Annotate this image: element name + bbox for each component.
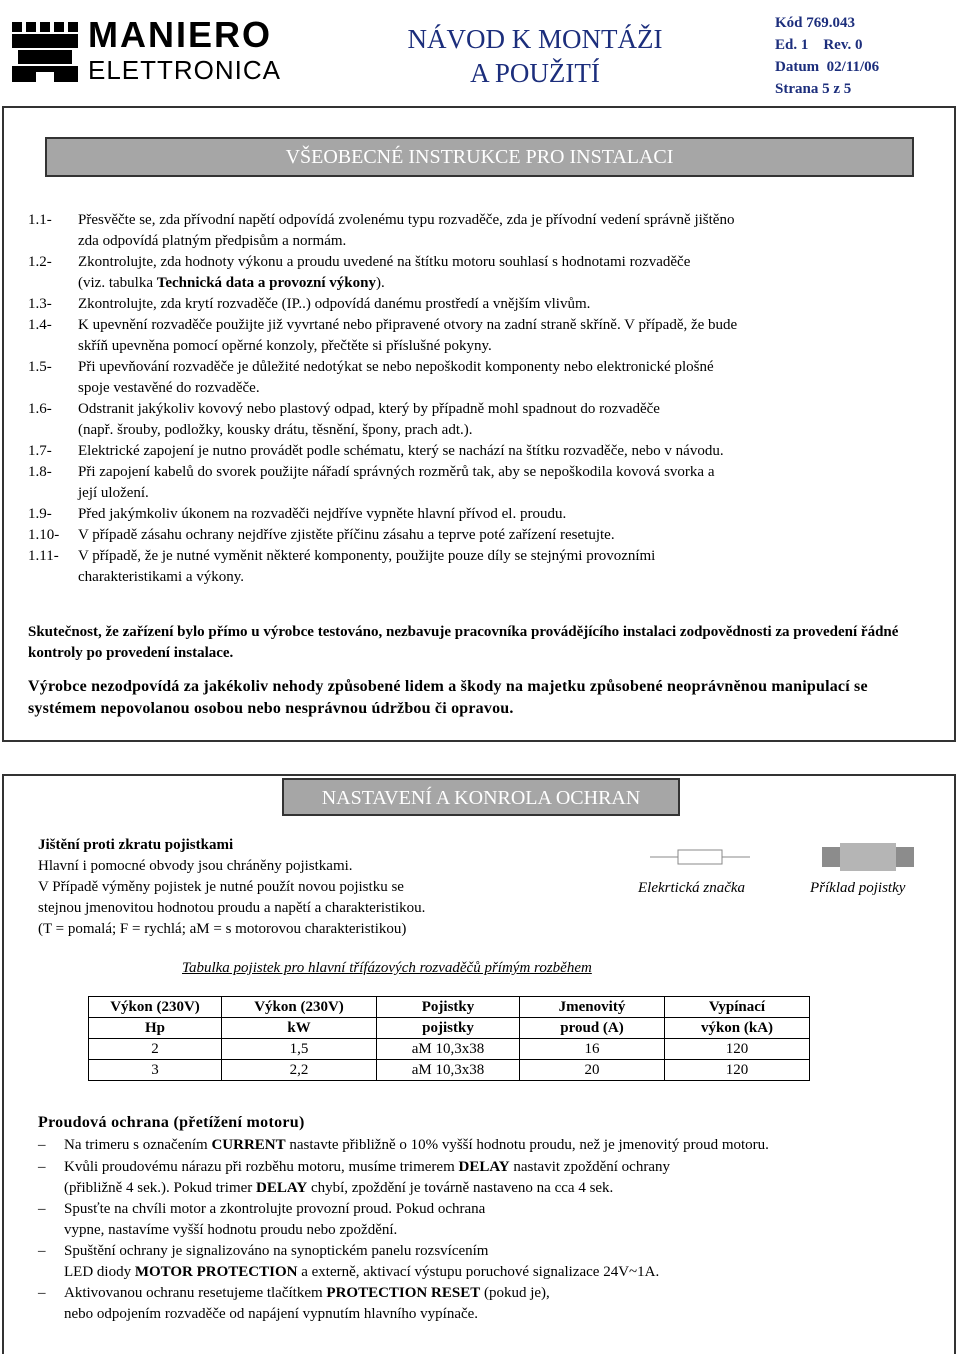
header-cell: výkon (kA) [665,1018,810,1039]
symbol-caption: Elekrtická značka [638,880,746,896]
instruction-number: 1.3- [28,296,52,312]
instruction-line: Zkontrolujte, zda krytí rozvaděče (IP..) odpovídá danému prostředí a vnějším vlivům. [78,296,591,312]
table-cell: 120 [665,1060,810,1081]
instruction-number: 1.4- [28,317,52,333]
short-line-1: Hlavní i pomocné obvody jsou chráněny pojistkami. [38,858,353,874]
instruction-line: Odstranit jakýkoliv kovový nebo plastový odpad, který by případně mohl spadnout do rozvaděče [78,401,660,417]
table-cell: 2,2 [222,1060,377,1081]
doc-code: Kód 769.043 [775,15,856,31]
text: nastavit zpoždění ochrany [509,1159,670,1175]
instruction-line: skříň upevněna pomocí opěrné konzoly, přečtěte si příslušné pokyny. [78,338,492,354]
table-header-row [89,997,810,1018]
table-row [89,1060,810,1081]
text: (pokud je), [480,1285,550,1301]
maniero-logo [10,12,300,87]
text: Aktivovanou ochranu resetujeme tlačítkem [64,1285,327,1301]
instruction-text [78,525,883,546]
brand-subname: ELETTRONICA [88,55,282,85]
short-circuit-title: Jištění proti zkratu pojistkami [38,837,234,853]
title-line-2: A POUŽITÍ [470,58,600,88]
table-cell: 2 [89,1039,222,1060]
table-row [89,1039,810,1060]
header-cell: proud (A) [520,1018,665,1039]
table-cell: aM 10,3x38 [377,1039,520,1060]
dash-marker: – [38,1285,46,1301]
dash-marker: – [38,1201,46,1217]
table-cell: 120 [665,1039,810,1060]
liability-note: Výrobce nezodpovídá za jakékoliv nehody způsobené lidem a škody na majetku způsobené neoprávněnou manipulací se systémem nepovolanou osobou nebo nesprávnou údržbou či opravou. [28,678,868,717]
instruction-line: (viz. tabulka [78,275,157,291]
dash-marker: – [38,1243,46,1259]
table-cell: aM 10,3x38 [377,1060,520,1081]
example-caption: Příklad pojistky [810,880,906,896]
instruction-text [78,441,883,462]
instruction-line: Zkontrolujte, zda hodnoty výkonu a proudu uvedené na štítku motoru souhlasí s hodnotami rozvaděče [78,254,691,270]
instruction-text [78,357,883,399]
instruction-text [78,252,883,294]
doc-page: Strana 5 z 5 [775,81,852,97]
bullet-text [64,1199,944,1241]
general-banner: VŠEOBECNÉ INSTRUKCE PRO INSTALACI [45,137,914,177]
instruction-line: Před jakýmkoliv úkonem na rozvaděči nejdříve vypněte hlavní přívod el. proudu. [78,506,567,522]
instruction-item [28,462,883,504]
header-cell: Hp [89,1018,222,1039]
instruction-number: 1.7- [28,443,52,459]
short-line-4: (T = pomalá; F = rychlá; aM = s motorovou charakteristikou) [38,921,407,937]
dash-marker: – [38,1137,46,1153]
overload-title: Proudová ochrana (přetížení motoru) [38,1114,305,1131]
text: Kvůli proudovému nárazu při rozběhu motoru, musíme trimerem [64,1159,459,1175]
bullet-delay [38,1157,944,1199]
instruction-item [28,210,883,252]
keyword: DELAY [256,1180,308,1196]
text: Spusťte na chvíli motor a zkontrolujte provozní proud. Pokud ochrana [64,1201,486,1217]
keyword: MOTOR PROTECTION [134,1264,298,1280]
instruction-line: Přesvěčte se, zda přívodní napětí odpovídá zvolenému typu rozvaděče, zda je přívodní vedení správně jištěno [78,212,735,228]
short-line-2: V Případě výměny pojistek je nutné použít novou pojistku se [38,879,404,895]
instruction-item [28,315,883,357]
header-cell: kW [222,1018,377,1039]
document-title [345,22,725,90]
doc-edition: Ed. 1 Rev. 0 [775,37,863,53]
instruction-line: její uložení. [78,485,149,501]
instruction-text [78,210,883,252]
instruction-line: V případě, že je nutné vyměnit některé komponenty, použijte pouze díly se stejnými provozními [78,548,656,564]
instruction-text [78,504,883,525]
instruction-number: 1.5- [28,359,52,375]
instruction-text [78,546,883,588]
table-header-row [89,1018,810,1039]
instruction-item [28,357,883,399]
instruction-line: (např. šrouby, podložky, kousky drátu, těsnění, špony, prach adt.). [78,422,473,438]
instruction-line: charakteristikami a výkony. [78,569,245,585]
bullet-text [64,1135,944,1156]
dash-marker: – [38,1159,46,1175]
instruction-text [78,294,883,315]
protection-banner: NASTAVENÍ A KONROLA OCHRAN [282,778,680,816]
instruction-line: ). [375,275,385,291]
instruction-line: Elektrické zapojení je nutno provádět podle schématu, který se nachází na štítku rozvaděče, nebo v návodu. [78,443,724,459]
header-cell: pojistky [377,1018,520,1039]
text: nebo odpojením rozvaděče od napájení vypnutím hlavního vypínače. [64,1306,479,1322]
text: LED diody [64,1264,135,1280]
bullet-reset [38,1283,944,1325]
table-cell: 16 [520,1039,665,1060]
keyword: Technická data a provozní výkony [156,275,376,291]
bullet-text [64,1283,944,1325]
header-cell: Jmenovitý [520,997,665,1018]
header-cell: Vypínací [665,997,810,1018]
instruction-line: zda odpovídá platným předpisům a normám. [78,233,347,249]
instruction-number: 1.10- [28,527,60,543]
header-cell: Výkon (230V) [222,997,377,1018]
text: chybí, zpoždění je továrně nastaveno na cca 4 sek. [307,1180,614,1196]
bullet-signal [38,1241,944,1283]
text: a externě, aktivací výstupu poruchové signalizace 24V~1A. [297,1264,660,1280]
text: (přibližně 4 sek.). Pokud trimer [64,1180,257,1196]
bullet-current [38,1135,944,1156]
instruction-number: 1.6- [28,401,52,417]
instruction-line: spoje vestavěné do rozvaděče. [78,380,260,396]
header-cell: Pojistky [377,997,520,1018]
instruction-item [28,525,883,546]
instruction-item [28,399,883,441]
header-cell: Výkon (230V) [89,997,222,1018]
text: Na trimeru s označením [64,1137,212,1153]
fuse-table [88,996,810,1081]
instruction-text [78,399,883,441]
short-line-3: stejnou jmenovitou hodnotou proudu a napětí a charakteristikou. [38,900,426,916]
bullet-text [64,1157,944,1199]
instruction-item [28,546,883,588]
doc-date: Datum 02/11/06 [775,59,880,75]
instruction-text [78,315,883,357]
table-cell: 3 [89,1060,222,1081]
keyword: CURRENT [211,1137,286,1153]
table-cell: 1,5 [222,1039,377,1060]
bullet-text [64,1241,944,1283]
title-line-1: NÁVOD K MONTÁŽI [407,24,663,54]
instruction-number: 1.9- [28,506,52,522]
brand-name: MANIERO [88,14,272,55]
instruction-item [28,504,883,525]
instruction-line: V případě zásahu ochrany nejdříve zjistěte příčinu zásahu a teprve poté zařízení resetujte. [78,527,615,543]
fuse-symbol-icon [650,845,750,874]
testing-note: Skutečnost, že zařízení bylo přímo u výrobce testováno, nezbavuje pracovníka provádějícího instalaci zodpovědnosti za provedení řádné kontroly po provedení instalace. [28,624,899,661]
instruction-item [28,252,883,294]
instruction-item [28,441,883,462]
table-cell: 20 [520,1060,665,1081]
instruction-line: Při upevňování rozvaděče je důležité nedotýkat se nebo nepoškodit komponenty nebo elektronické plošné [78,359,714,375]
fuse-example-icon [822,843,914,876]
instruction-number: 1.1- [28,212,52,228]
keyword: PROTECTION RESET [326,1285,481,1301]
keyword: DELAY [458,1159,510,1175]
instruction-line: Při zapojení kabelů do svorek použijte nářadí správných rozměrů tak, aby se nepoškodila kovová svorka a [78,464,715,480]
instruction-item [28,294,883,315]
instruction-text [78,462,883,504]
text: Spuštění ochrany je signalizováno na synoptickém panelu rozsvícením [64,1243,489,1259]
instruction-number: 1.8- [28,464,52,480]
instruction-number: 1.2- [28,254,52,270]
text: vypne, nastavíme vyšší hodnotu proudu nebo zpoždění. [64,1222,398,1238]
instruction-line: K upevnění rozvaděče použijte již vyvrtané nebo připravené otvory na zadní straně skříně. V případě, že bude [78,317,738,333]
instruction-number: 1.11- [28,548,59,564]
document-meta [775,12,879,100]
fuse-table-title: Tabulka pojistek pro hlavní třífázových rozvaděčů přímým rozběhem [182,960,592,976]
bullet-test-run [38,1199,944,1241]
text: nastavte přibližně o 10% vyšší hodnotu proudu, než je jmenovitý proud motoru. [285,1137,769,1153]
